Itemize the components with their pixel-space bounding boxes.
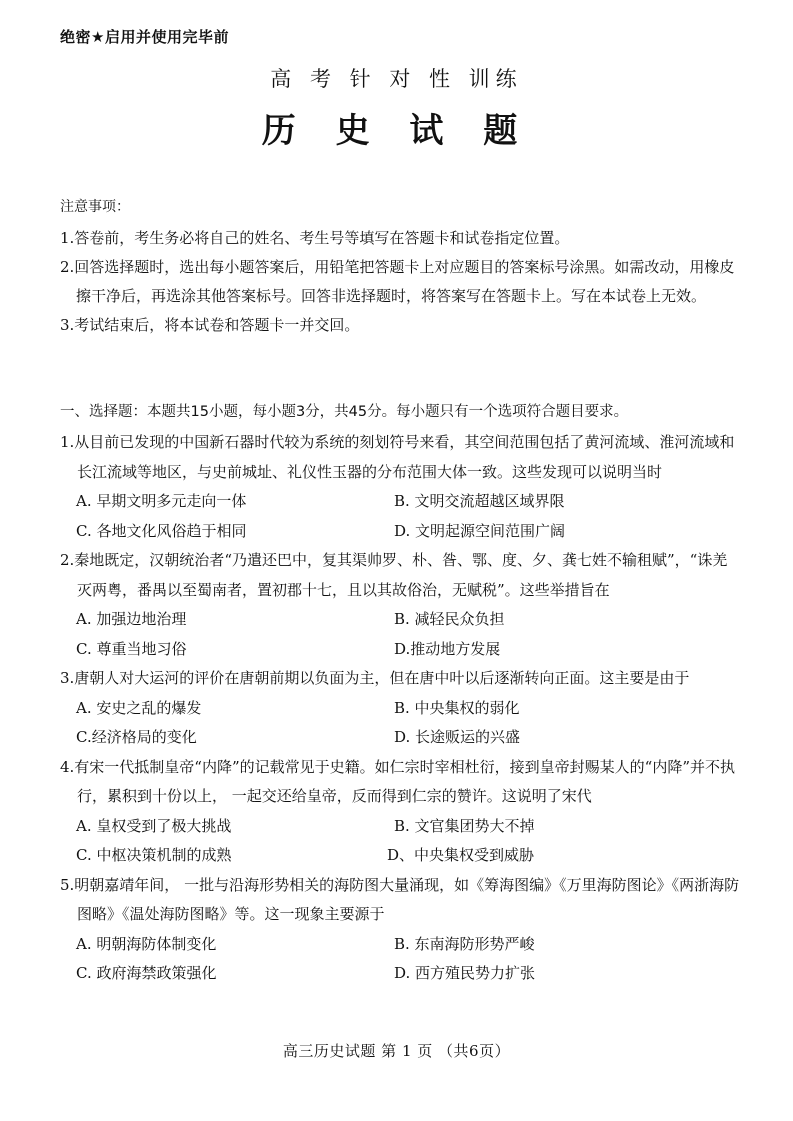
option-c: C. 政府海禁政策强化	[76, 964, 217, 982]
option-b: B. 东南海防形势严峻	[394, 934, 535, 953]
question-stem: 3.唐朝人对大运河的评价在唐朝前期以负面为主，但在唐中叶以后逐渐转向正面。这主要是由于	[60, 669, 690, 687]
question-options	[60, 812, 740, 871]
option-a: A. 安史之乱的爆发	[76, 698, 202, 717]
option-d: D. 文明起源空间范围广阔	[394, 521, 566, 540]
option-d: D、中央集权受到威胁	[387, 846, 535, 864]
option-a: A. 早期文明多元走向一体	[76, 492, 247, 510]
option-c: C.经济格局的变化	[76, 728, 197, 746]
option-b: B. 文官集团势大不掉	[394, 816, 535, 835]
option-a: A. 加强边地治理	[76, 610, 187, 628]
section-heading: 一、选择题：本题共15小题，每小题3分，共45分。每小题只有一个选项符合题目要求。	[60, 404, 629, 420]
option-a: A. 皇权受到了极大挑战	[76, 816, 232, 835]
option-b: B. 中央集权的弱化	[394, 698, 520, 717]
question-stem: 4.有宋一代抵制皇帝“内降”的记载常见于史籍。如仁宗时宰相杜衍，接到皇帝封赐某人的“内降”并不执行，累积到十份以上， 一起交还给皇帝，反而得到仁宗的赞许。这说明了宋代	[60, 757, 735, 805]
question-options	[60, 694, 740, 753]
exam-title: 历 史 试 题	[261, 111, 532, 151]
question-options	[60, 605, 740, 664]
option-d: D.推动地方发展	[394, 639, 501, 658]
option-c: C. 中枢决策机制的成熟	[76, 846, 232, 864]
exam-subtitle: 高 考 针 对 性 训练	[270, 67, 523, 91]
option-b: B. 减轻民众负担	[394, 610, 505, 628]
question-stem: 5.明朝嘉靖年间， 一批与沿海形势相关的海防图大量涌现，如《筹海图编》《万里海防图论》《两浙海防图略》《温处海防图略》等。这一现象主要源于	[60, 875, 740, 923]
confidential-mark: 绝密★启用并使用完毕前	[60, 28, 229, 46]
question-2	[60, 546, 740, 664]
question-options	[60, 930, 740, 989]
question-options	[60, 487, 740, 546]
option-b: B. 文明交流超越区域界限	[394, 492, 565, 510]
option-d: D. 西方殖民势力扩张	[394, 964, 536, 982]
page-footer: 高三历史试题 第 1 页 （共6页）	[282, 1042, 511, 1060]
option-a: A. 明朝海防体制变化	[76, 934, 217, 953]
question-3	[60, 664, 740, 753]
question-4	[60, 753, 740, 871]
option-d: D. 长途贩运的兴盛	[394, 728, 521, 746]
question-1	[60, 428, 740, 546]
notice-item: 3.考试结束后，将本试卷和答题卡一并交回。	[60, 316, 360, 334]
notice-block	[60, 196, 740, 340]
question-5	[60, 871, 740, 989]
notice-item: 2.回答选择题时，选出每小题答案后，用铅笔把答题卡上对应题目的答案标号涂黑。如需改动，用橡皮擦干净后，再选涂其他答案标号。回答非选择题时，将答案写在答题卡上。写在本试卷上无效。	[60, 258, 735, 305]
option-c: C. 尊重当地习俗	[76, 639, 187, 658]
multiple-choice-section	[60, 400, 740, 989]
option-c: C. 各地文化风俗趋于相同	[76, 521, 247, 540]
question-stem: 1.从目前已发现的中国新石器时代较为系统的刻划符号来看，其空间范围包括了黄河流域、淮河流域和长江流域等地区，与史前城址、礼仪性玉器的分布范围大体一致。这些发现可以说明当时	[60, 433, 735, 481]
question-stem: 2.秦地既定，汉朝统治者“乃遣还巴中，复其渠帅罗、朴、昝、鄂、度、夕、龚七姓不输租赋”，“诛羌灭两粤，番禺以至蜀南者，置初郡十七，且以其故俗治，无赋税”。这些举措旨在	[60, 551, 728, 599]
notice-item: 1.答卷前，考生务必将自己的姓名、考生号等填写在答题卡和试卷指定位置。	[60, 229, 570, 247]
notice-heading: 注意事项：	[60, 199, 130, 215]
